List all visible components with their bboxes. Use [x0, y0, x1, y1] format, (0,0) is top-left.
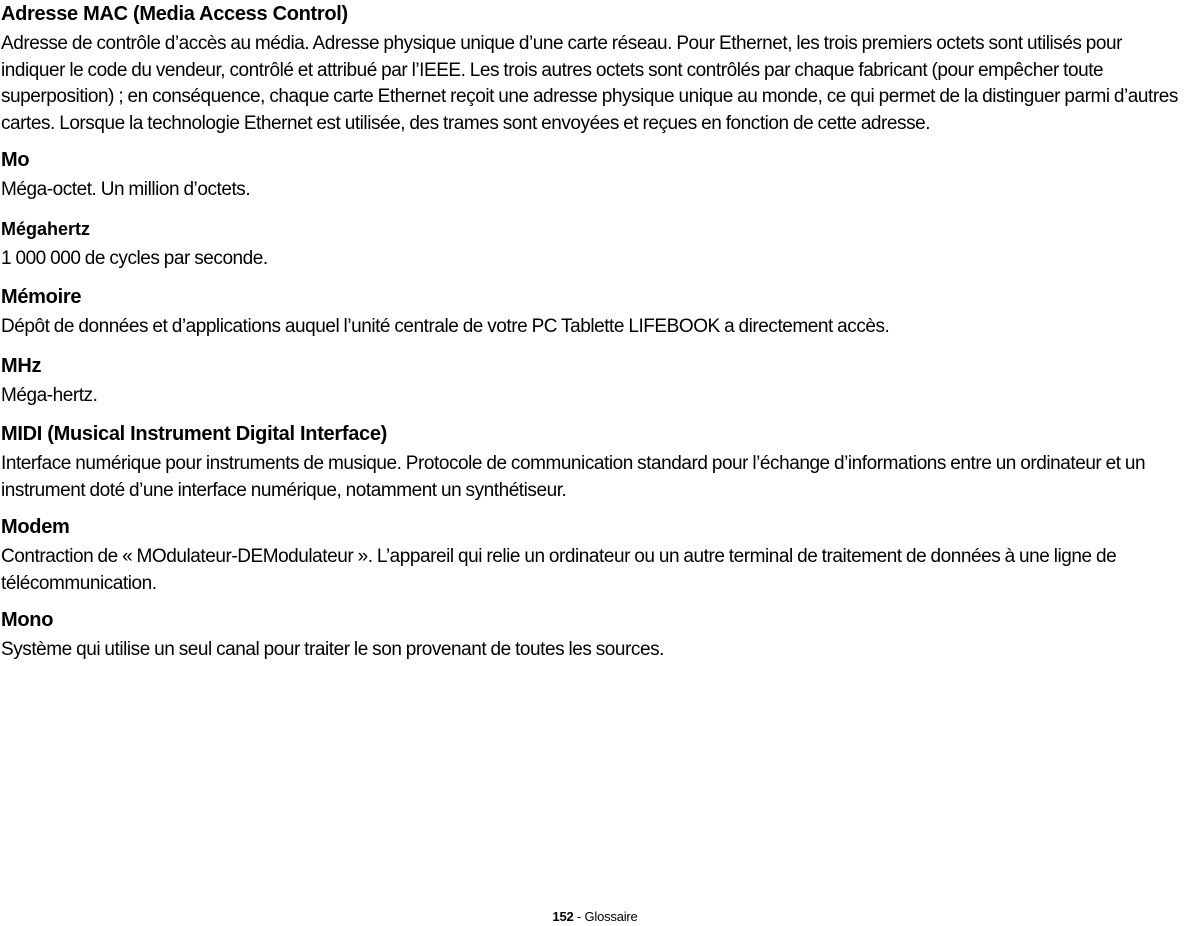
footer-separator: -	[573, 909, 585, 924]
glossary-entry-megahertz	[1, 215, 1188, 273]
glossary-entry-modem	[1, 513, 1188, 597]
glossary-entry-mhz	[1, 352, 1188, 410]
glossary-term: Adresse MAC (Media Access Control)	[1, 3, 348, 25]
glossary-term: Mégahertz	[1, 218, 91, 239]
glossary-entry-midi	[1, 420, 1188, 504]
glossary-entry-mono	[1, 606, 1188, 664]
glossary-list	[1, 0, 1188, 675]
glossary-entry-memoire	[1, 283, 1188, 341]
page-footer	[0, 908, 1190, 926]
glossary-definition: Méga-hertz.	[1, 384, 98, 406]
glossary-definition: Interface numérique pour instruments de musique. Protocole de communication standard pour l’échange d’informations entre un ordinateur et un instrument doté d’une interface numérique, notamment un synthétiseur.	[1, 453, 1146, 501]
glossary-term: MHz	[1, 354, 42, 377]
glossary-definition: Système qui utilise un seul canal pour traiter le son provenant de toutes les sources.	[1, 639, 664, 660]
glossary-definition: Méga-octet. Un million d’octets.	[1, 179, 251, 200]
glossary-definition: Contraction de « MOdulateur-DEModulateur ». L’appareil qui relie un ordinateur ou un autre terminal de traitement de données à une ligne de télécommunication.	[1, 546, 1117, 594]
glossary-term: Mo	[1, 149, 30, 171]
glossary-definition: Dépôt de données et d’applications auquel l’unité centrale de votre PC Tablette LIFEBOOK a directement accès.	[1, 316, 890, 337]
page-number: 152	[552, 909, 574, 924]
glossary-term: Mémoire	[1, 286, 82, 308]
glossary-entry-mo	[1, 146, 1188, 204]
glossary-definition: 1 000 000 de cycles par seconde.	[1, 247, 268, 269]
glossary-term: Mono	[1, 609, 54, 631]
glossary-term: Modem	[1, 516, 70, 538]
glossary-entry-adresse-mac	[1, 0, 1188, 137]
glossary-term: MIDI (Musical Instrument Digital Interface)	[1, 423, 388, 445]
footer-section: Glossaire	[584, 909, 638, 924]
glossary-definition: Adresse de contrôle d’accès au média. Adresse physique unique d’une carte réseau. Pour Ethernet, les trois premiers octets sont utilisés pour indiquer le code du vendeur, contrôlé et attribué par l’IEEE. Les trois autres octets sont contrôlés par chaque fabricant (pour empêcher toute superposition) ; en conséquence, chaque carte Ethernet reçoit une adresse physique unique au monde, ce qui permet de la distinguer parmi d’autres cartes. Lorsque la technologie Ethernet est utilisée, des trames sont envoyées et reçues en fonction de cette adresse.	[1, 33, 1178, 134]
